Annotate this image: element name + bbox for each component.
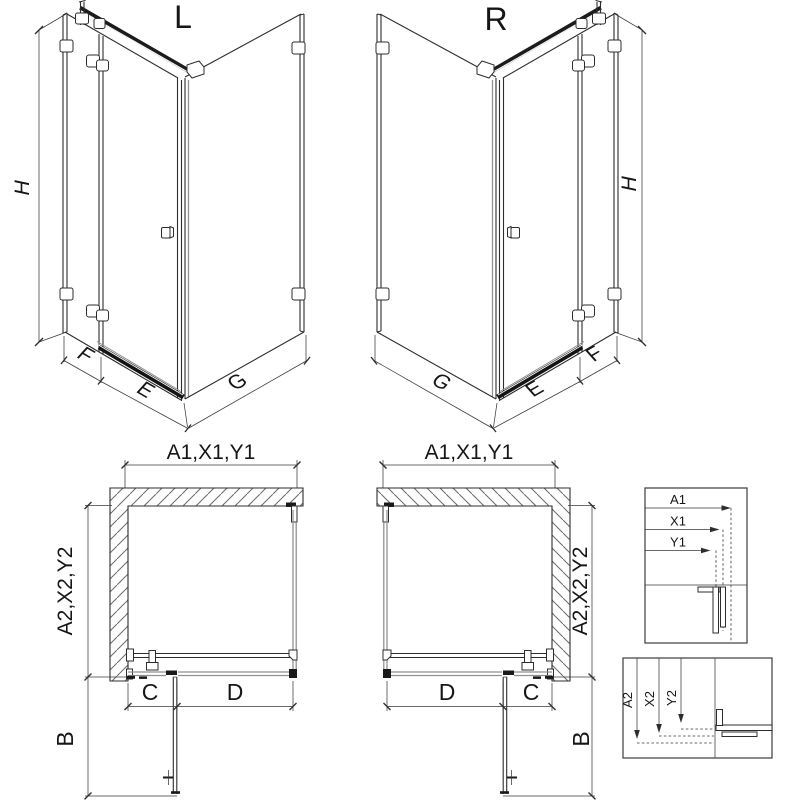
plan-c-label-right: C [522,679,540,705]
detail-x1-label: X1 [670,513,686,529]
detail-y1-label: Y1 [670,534,686,550]
dim-label-e-right: E [520,376,549,402]
dim-label-g-right: G [426,369,457,395]
iso-view-left [11,0,310,432]
dim-label-height-left: H [11,177,34,198]
dim-label-height-right: H [618,173,641,194]
plan-b-label-right: B [568,731,594,747]
dim-label-g-left: G [222,369,253,395]
wall-profile-section-depth [716,710,772,737]
plan-depth-label-left: A2,X2,Y2 [54,546,77,636]
dim-label-e-left: E [131,377,160,403]
detail-y2-label: Y2 [664,690,679,706]
view-label-left: L [174,0,192,35]
detail-a2-label: A2 [620,692,635,708]
plan-width-label-left: A1,X1,Y1 [166,441,256,464]
detail-a1-label: A1 [670,492,686,507]
detail-x2-label: X2 [642,691,657,707]
detail-box-width [645,488,747,643]
plan-d-label-left: D [226,679,244,705]
plan-depth-label-right: A2,X2,Y2 [569,546,592,636]
plan-d-label-right: D [438,679,456,705]
iso-view-right [371,1,646,433]
dim-label-f-right: F [581,342,608,366]
plan-c-label-left: C [141,679,159,705]
plan-width-label-right: A1,X1,Y1 [424,441,514,464]
detail-box-depth [620,658,772,758]
plan-view-left [52,441,303,799]
plan-view-right [377,441,596,799]
dim-label-f-left: F [72,343,99,367]
wall-profile-section-width [698,587,726,633]
view-label-right: R [484,1,508,37]
plan-b-label-left: B [52,731,78,747]
